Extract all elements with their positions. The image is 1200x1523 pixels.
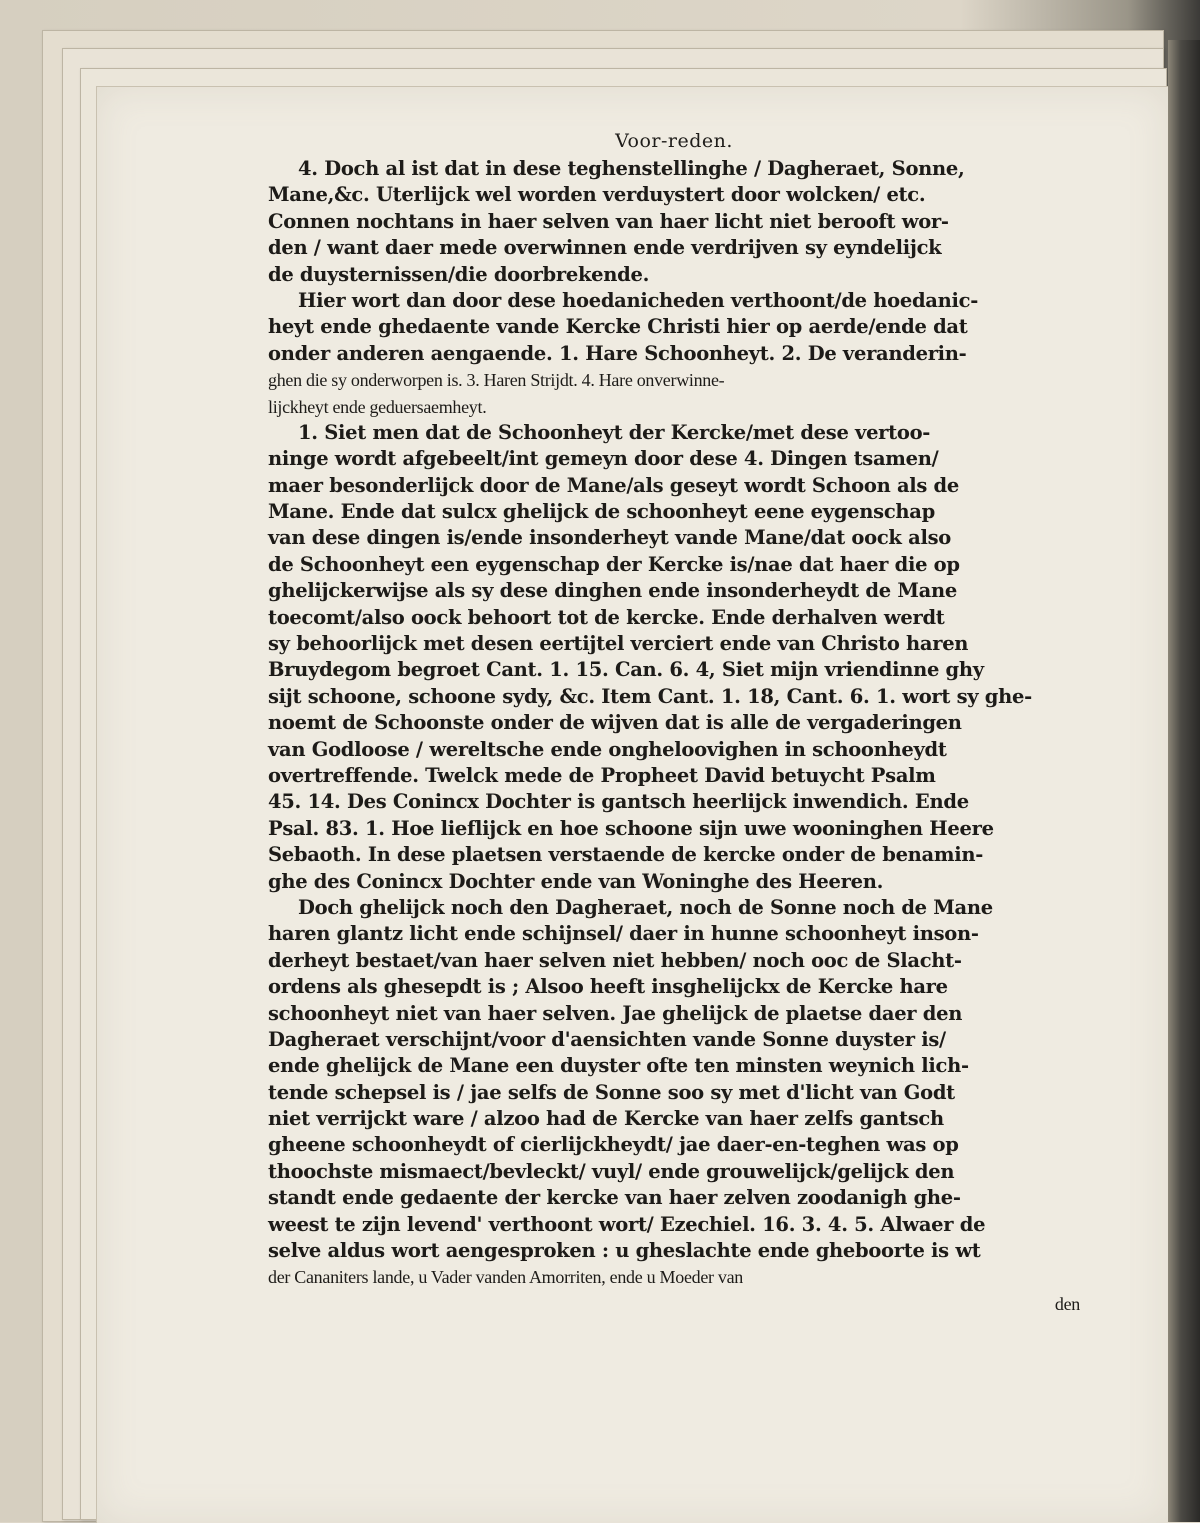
text-line: schoonheyt niet van haer selven. Jae ghelijck de plaetse daer den xyxy=(268,1001,963,1025)
text-line: van Godloose / wereltsche ende ongheloovighen in schoonheydt xyxy=(268,737,947,761)
text-line: Connen nochtans in haer selven van haer licht niet berooft wor- xyxy=(268,209,949,233)
text-line: Mane,&c. Uterlijck wel worden verduystert door wolcken/ etc. xyxy=(268,183,926,207)
text-line: Psal. 83. 1. Hoe lieflijck en hoe schoone sijn uwe wooninghen Heere xyxy=(268,816,994,840)
text-line: toecomt/also oock behoort tot de kercke. Ende derhalven werdt xyxy=(268,605,945,629)
text-line: haren glantz licht ende schijnsel/ daer in hunne schoonheyt inson- xyxy=(268,922,979,946)
text-line: Dagheraet verschijnt/voor d'aensichten vande Sonne duyster is/ xyxy=(268,1027,946,1051)
text-line: Bruydegom begroet Cant. 1. 15. Can. 6. 4, Siet mijn vriendinne ghy xyxy=(268,658,984,682)
text-line: niet verrijckt ware / alzoo had de Kercke van haer zelfs gantsch xyxy=(268,1107,944,1131)
text-line: selve aldus wort aengesproken : u gheslachte ende gheboorte is wt xyxy=(268,1239,981,1263)
catchword: den xyxy=(1054,1293,1080,1314)
text-line: van dese dingen is/ende insonderheyt vande Mane/dat oock also xyxy=(268,526,951,550)
page-text xyxy=(268,130,1080,1317)
text-line: de Schoonheyt een eygenschap der Kercke is/nae dat haer die op xyxy=(268,552,960,576)
text-line: thoochste mismaect/bevleckt/ vuyl/ ende grouwelijck/gelijck den xyxy=(268,1159,955,1183)
text-line: derheyt bestaet/van haer selven niet hebben/ noch ooc de Slacht- xyxy=(268,948,962,972)
text-line: Doch ghelijck noch den Dagheraet, noch de Sonne noch de Mane xyxy=(298,895,993,919)
text-line: 45. 14. Des Conincx Dochter is gantsch heerlijck inwendich. Ende xyxy=(268,790,969,814)
running-head: Voor-reden. xyxy=(615,130,733,152)
text-line: noemt de Schoonste onder de wijven dat is alle de vergaderingen xyxy=(268,711,962,735)
text-line: der Cananiters lande, u Vader vanden Amorriten, ende u Moeder van xyxy=(268,1267,743,1288)
text-line: 4. Doch al ist dat in dese teghenstellinghe / Dagheraet, Sonne, xyxy=(298,157,965,180)
text-line: ghen die sy onderworpen is. 3. Haren Strijdt. 4. Hare onverwinne- xyxy=(268,370,725,391)
text-line: heyt ende ghedaente vande Kercke Christi hier op aerde/ende dat xyxy=(268,315,968,339)
text-line: Mane. Ende dat sulcx ghelijck de schoonheyt eene eygenschap xyxy=(268,500,935,524)
text-line: onder anderen aengaende. 1. Hare Schoonheyt. 2. De veranderin- xyxy=(268,341,967,365)
text-line: de duysternissen/die doorbrekende. xyxy=(268,262,650,286)
text-line: ende ghelijck de Mane een duyster ofte ten minsten weynich lich- xyxy=(268,1054,969,1078)
text-line: gheene schoonheydt of cierlijckheydt/ jae daer-en-teghen was op xyxy=(268,1133,959,1157)
text-line: Hier wort dan door dese hoedanicheden verthoont/de hoedanic- xyxy=(298,288,978,312)
text-line: sy behoorlijck met desen eertijtel verciert ende van Christo haren xyxy=(268,632,969,656)
text-line: maer besonderlijck door de Mane/als geseyt wordt Schoon als de xyxy=(268,473,959,497)
text-line: ghe des Conincx Dochter ende van Woninghe des Heeren. xyxy=(268,869,884,893)
text-line: ninge wordt afgebeelt/int gemeyn door dese 4. Dingen tsamen/ xyxy=(268,447,939,471)
text-line: standt ende gedaente der kercke van haer zelven zoodanigh ghe- xyxy=(268,1186,961,1210)
text-line: weest te zijn levend' verthoont wort/ Ezechiel. 16. 3. 4. 5. Alwaer de xyxy=(268,1212,986,1236)
text-line: lijckheyt ende geduersaemheyt. xyxy=(268,396,487,417)
text-line: Sebaoth. In dese plaetsen verstaende de kercke onder de benamin- xyxy=(268,843,984,867)
text-line: ordens als ghesepdt is ; Alsoo heeft insghelijckx de Kercke hare xyxy=(268,975,948,999)
binding-shadow xyxy=(1168,40,1200,1522)
text-line: den / want daer mede overwinnen ende verdrijven sy eyndelijck xyxy=(268,236,942,260)
text-line: 1. Siet men dat de Schoonheyt der Kercke/met dese vertoo- xyxy=(298,420,931,444)
text-line: ghelijckerwijse als sy dese dinghen ende insonderheydt de Mane xyxy=(268,579,957,603)
text-line: overtreffende. Twelck mede de Propheet David betuycht Psalm xyxy=(268,763,936,787)
text-line: sijt schoone, schoone sydy, &c. Item Cant. 1. 18, Cant. 6. 1. wort sy ghe- xyxy=(268,684,1032,708)
text-line: tende schepsel is / jae selfs de Sonne soo sy met d'licht van Godt xyxy=(268,1080,955,1104)
